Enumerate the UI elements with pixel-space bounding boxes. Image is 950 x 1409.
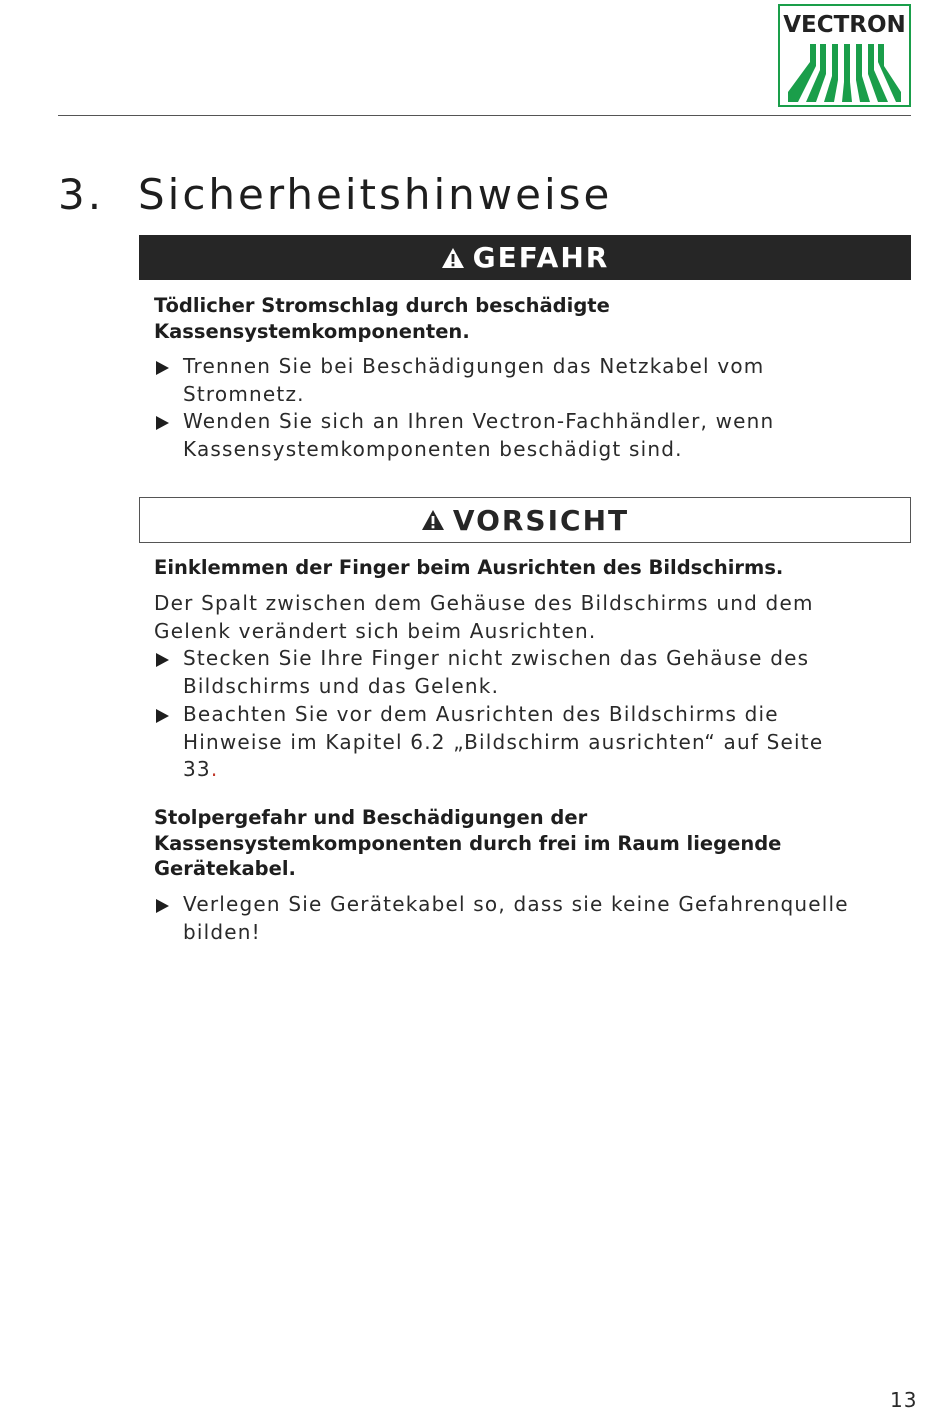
caution-banner <box>139 497 911 543</box>
danger-banner <box>139 235 911 280</box>
warning-triangle-icon <box>421 509 445 531</box>
warning-triangle-icon <box>441 247 465 269</box>
page-reference-link[interactable]: 33 <box>183 757 211 781</box>
bullet-arrow-icon <box>156 416 169 430</box>
caution-headline: Einklemmen der Finger beim Ausrichten des Bildschirms. <box>154 556 784 579</box>
section-title: Sicherheitshinweise <box>138 170 613 219</box>
caution-intro: Der Spalt zwischen dem Gehäuse des Bildschirms und dem Gelenk verändert sich beim Ausrichten. <box>154 591 814 643</box>
header-rule <box>58 115 911 116</box>
vectron-logo <box>778 4 911 107</box>
danger-label: GEFAHR <box>472 241 610 274</box>
vectron-logo-mark-icon <box>788 42 901 104</box>
page-number: 13 <box>890 1388 918 1409</box>
logo-text: VECTRON <box>783 12 906 38</box>
bullet-arrow-icon <box>156 653 169 667</box>
bullet-arrow-icon <box>156 361 169 375</box>
section-heading <box>58 170 612 219</box>
section-number: 3. <box>58 170 105 219</box>
danger-headline: Tödlicher Stromschlag durch beschädigte Kassensystemkomponenten. <box>154 294 610 343</box>
caution-label: VORSICHT <box>452 503 630 537</box>
bullet-arrow-icon <box>156 709 169 723</box>
bullet-arrow-icon <box>156 899 169 913</box>
trip-hazard-headline: Stolpergefahr und Beschädigungen der Kassensystemkomponenten durch frei im Raum liegende Gerätekabel. <box>154 806 782 880</box>
